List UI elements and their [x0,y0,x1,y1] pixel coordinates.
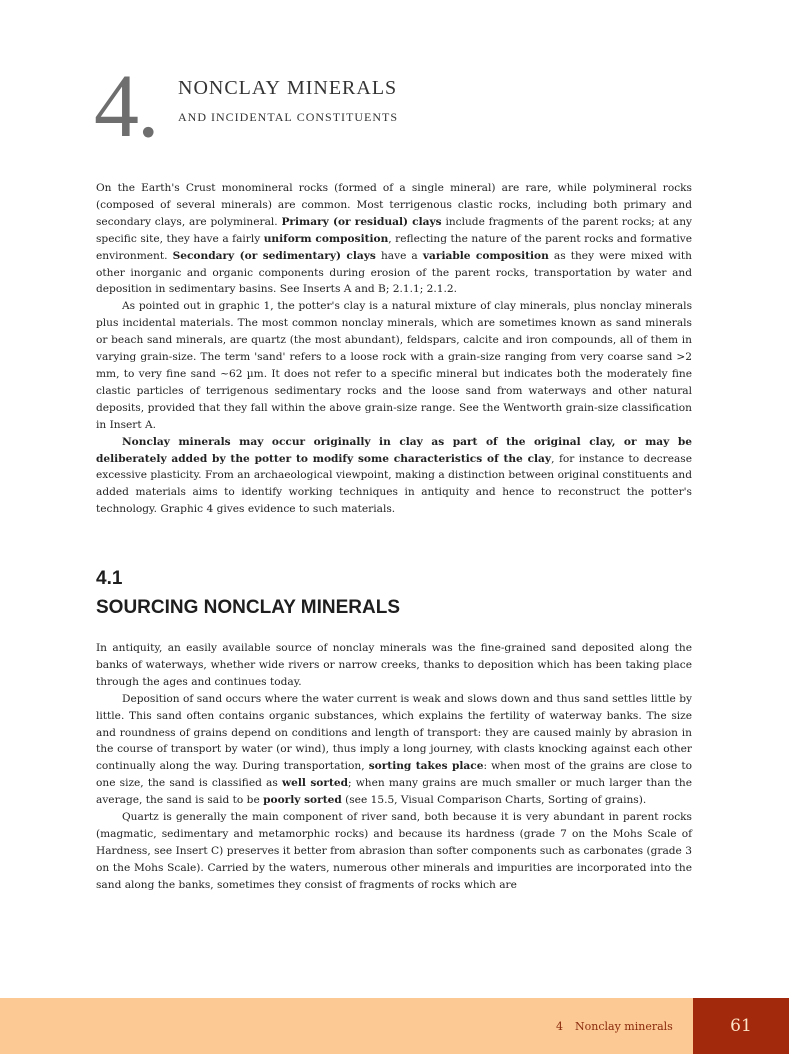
intro-text [96,180,692,518]
text-run: include fragments of the parent rocks; at any specific site, they have a fairly [96,215,692,245]
bold-term: Secondary (or sedimentary) clays [172,249,376,262]
section-paragraph-2 [96,691,692,809]
section-paragraph-1: In antiquity, an easily available source of nonclay minerals was the fine-grained sand deposited along the banks of waterways, whether wide rivers or narrow creeks, thanks to deposition which has been taking place through the ages and continues today. [96,642,692,688]
intro-paragraph-2: As pointed out in graphic 1, the potter's clay is a natural mixture of clay minerals, plus nonclay minerals plus incidental materials. The most common nonclay minerals, which are sometimes known as sand minerals or beach sand minerals, are quartz (the most abundant), feldspars, calcite and iron compounds, all of them in varying grain-size. The term 'sand' refers to a loose rock with a grain-size ranging from very coarse sand >2 mm, to very fine sand ~62 µm. It does not refer to a specific mineral but indicates both the moderately fine clastic particles of terrigenous sedimentary rocks and the loose sand from waterways and other natural deposits, provided that they fall within the above grain-size range. See the Wentworth grain-size classification in Insert A. [96,300,692,431]
chapter-title: nonclay minerals [178,70,398,101]
text-run: (see 15.5, Visual Comparison Charts, Sorting of grains). [341,794,647,807]
bold-term: well sorted [281,777,348,790]
bold-term: sorting takes place [368,760,484,773]
text-run: On the Earth's Crust monomineral rocks (formed of a single mineral) are rare, while polymineral rocks (composed of several minerals) are common. Most terrigenous clastic rocks, including both primary and secondary clays, are polymineral. [96,182,692,228]
text-run: , for instance to decrease excessive plasticity. From an archaeological viewpoint, making a distinction between original constituents and added materials aims to identify working techniques in antiquity and hence to reconstruct the potter's technology. Graphic 4 gives evidence to such materials. [96,452,693,516]
text-run: ; when many grains are much smaller or much larger than the average, the sand is said to be [96,777,692,807]
bold-term: uniform composition [263,232,389,245]
footer-running-head [556,1020,673,1033]
footer-chapter-label: Nonclay minerals [575,1020,673,1033]
bold-term: Nonclay minerals may occur originally in clay as part of the original clay, or may be deliberately added by the potter to modify some characteristics of the clay [96,435,692,465]
chapter-number: 4. [94,57,158,156]
section-number: 4.1 [96,568,123,589]
page-number: 61 [693,998,789,1054]
text-run: Deposition of sand occurs where the water current is weak and slows down and thus sand settles little by little. This sand often contains organic substances, which explains the fertility of waterway banks. The size and roundness of grains depend on conditions and length of transport: they are caused mainly by abrasion in the course of transport by water (or wind), thus imply a long journey, with clasts knocking against each other continually along the way. During transportation, [96,692,692,773]
text-run: have a [375,249,423,262]
text-run: , reflecting the nature of the parent rocks and formative environment. [96,232,692,262]
footer-chapter-number: 4 [556,1020,563,1033]
section-paragraph-3: Quartz is generally the main component of river sand, both because it is very abundant in parent rocks (magmatic, sedimentary and metamorphic rocks) and because its hardness (grade 7 on the Mohs Scale of Hardness, see Insert C) preserves it better from abrasion than softer components such as carbonates (grade 3 on the Mohs Scale). Carried by the waters, numerous other minerals and impurities are incorporated into the sand along the banks, sometimes they consist of fragments of rocks which are [96,811,692,891]
bold-term: Primary (or residual) clays [281,215,442,228]
bold-term: variable composition [422,249,549,262]
text-run: : when most of the grains are close to one size, the sand is classified as [96,760,692,790]
section-text [96,640,692,894]
section-title: SOURCING NONCLAY MINERALS [96,597,401,618]
chapter-subtitle: and incidental constituents [178,106,399,125]
text-run: as they were mixed with other inorganic and organic components during erosion of the parent rocks, transportation by water and deposition in sedimentary basins. See Inserts A and B; 2.1.1; 2.1.2. [96,249,692,296]
intro-paragraph-3 [96,434,692,519]
bold-term: poorly sorted [263,794,342,807]
intro-paragraph-1 [96,180,692,298]
